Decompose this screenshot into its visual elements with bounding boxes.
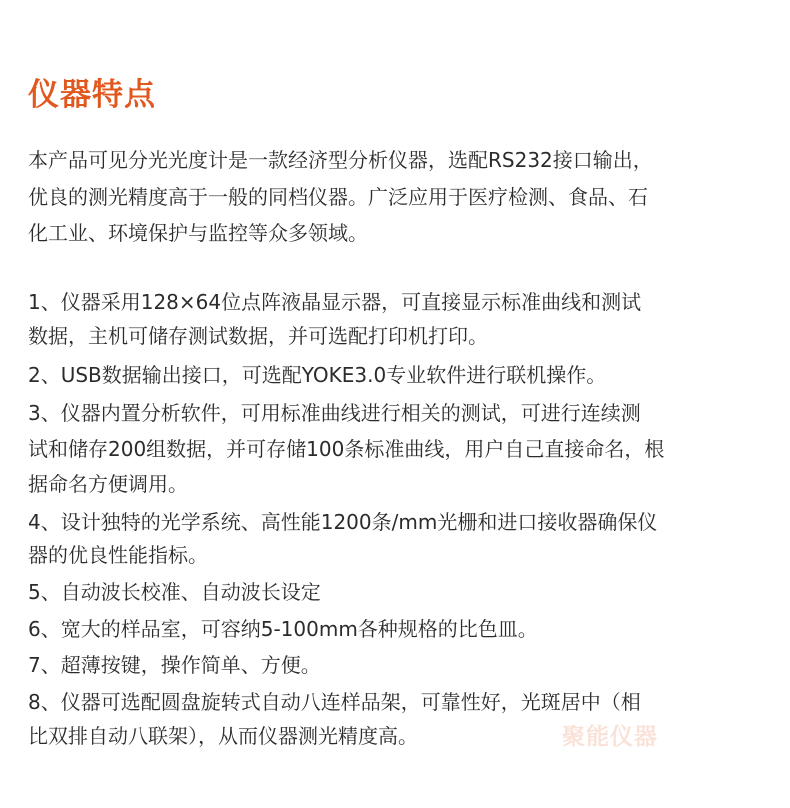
- section-title: 仪器特点: [28, 77, 156, 113]
- feature-line: 试和储存200组数据，并可存储100条标准曲线，用户自己直接命名，根: [28, 437, 665, 461]
- intro-line: 本产品可见分光光度计是一款经济型分析仪器，选配RS232接口输出，: [28, 148, 653, 172]
- feature-line: 数据，主机可储存测试数据，并可选配打印机打印。: [28, 324, 488, 348]
- intro-line: 化工业、环境保护与监控等众多领域。: [28, 221, 368, 245]
- feature-line: 4、设计独特的光学系统、高性能1200条/mm光栅和进口接收器确保仪: [28, 510, 658, 534]
- feature-line: 1、仪器采用128×64位点阵液晶显示器，可直接显示标准曲线和测试: [28, 290, 642, 314]
- feature-line: 2、USB数据输出接口，可选配YOKE3.0专业软件进行联机操作。: [28, 363, 607, 387]
- feature-line: 8、仪器可选配圆盘旋转式自动八连样品架，可靠性好，光斑居中（相: [28, 690, 641, 714]
- feature-line: 6、宽大的样品室，可容纳5-100mm各种规格的比色皿。: [28, 617, 538, 641]
- intro-line: 优良的测光精度高于一般的同档仪器。广泛应用于医疗检测、食品、石: [28, 185, 648, 209]
- brand-watermark: 聚能仪器: [562, 724, 658, 750]
- feature-line: 3、仪器内置分析软件，可用标准曲线进行相关的测试，可进行连续测: [28, 401, 641, 425]
- feature-line: 比双排自动八联架），从而仪器测光精度高。: [28, 724, 418, 748]
- feature-line: 7、超薄按键，操作简单、方便。: [28, 653, 321, 677]
- feature-line: 5、自动波长校准、自动波长设定: [28, 580, 321, 604]
- feature-line: 据命名方便调用。: [28, 472, 188, 496]
- feature-line: 器的优良性能指标。: [28, 543, 208, 567]
